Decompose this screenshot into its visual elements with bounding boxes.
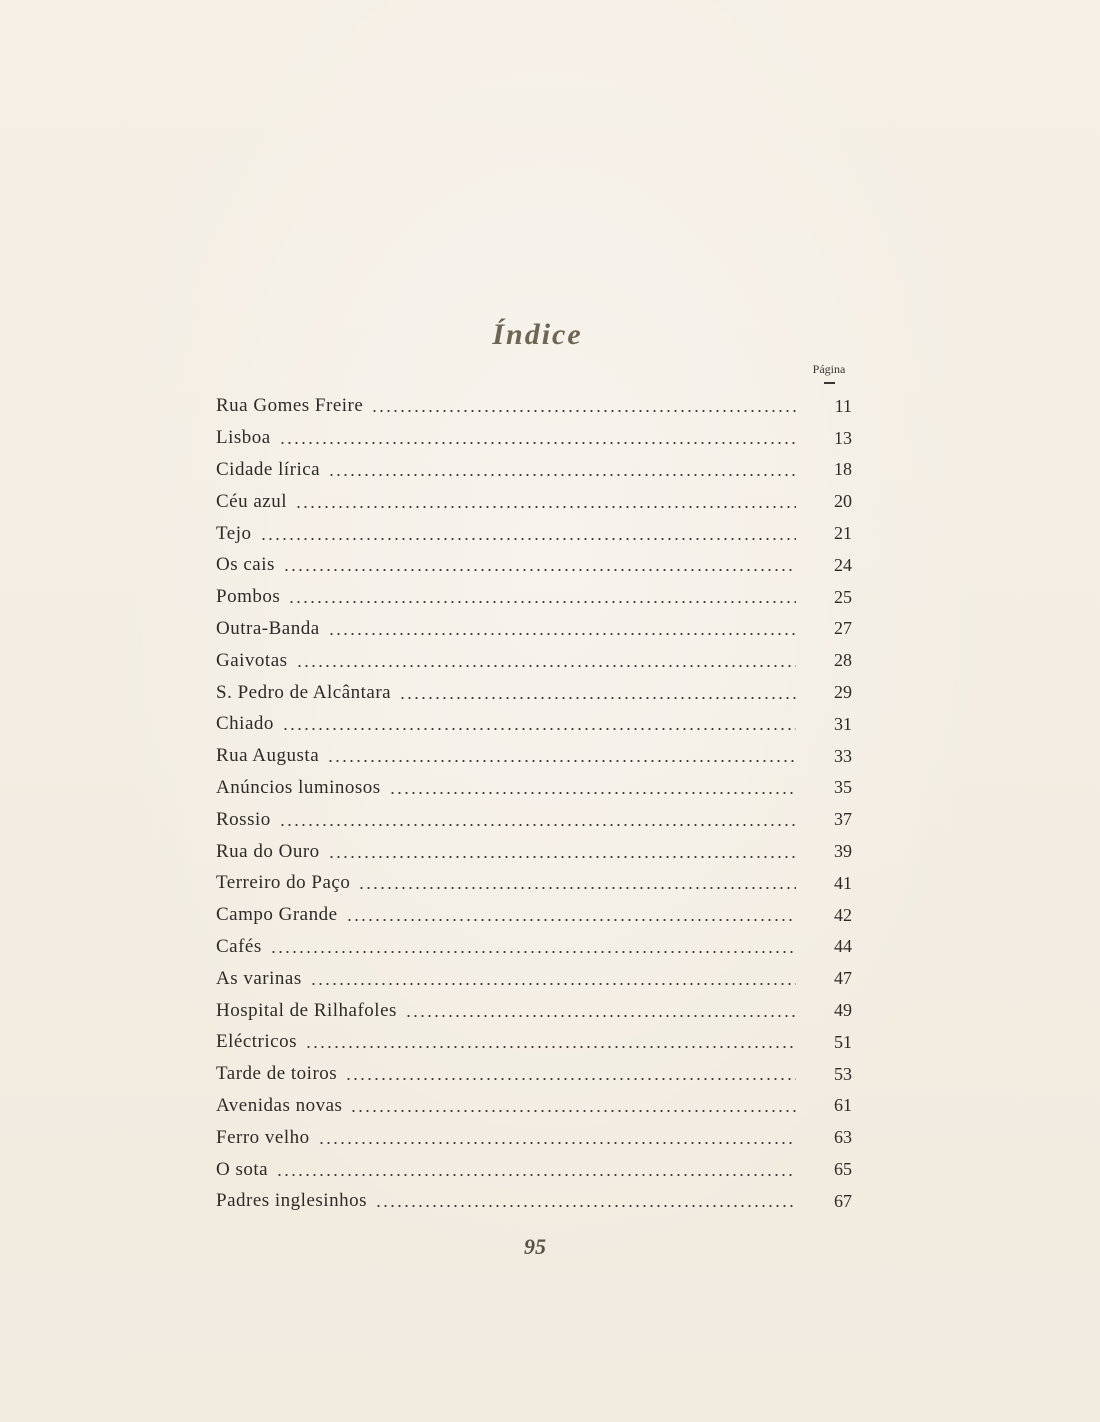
toc-entry-page: 27 (834, 618, 852, 639)
toc-entry-page: 33 (834, 745, 852, 766)
toc-leader-dots (282, 714, 796, 733)
toc-entry-title: S. Pedro de Alcântara (216, 681, 392, 703)
toc-leader-dots (305, 1032, 796, 1051)
toc-leader-dots (345, 1064, 796, 1083)
toc-entry-title: Tejo (216, 522, 252, 544)
toc-entry-title: Eléctricos (216, 1031, 297, 1053)
toc-leader-dots (350, 1096, 796, 1115)
toc-entry (216, 931, 876, 963)
toc-entry (216, 1090, 876, 1122)
toc-entry-title: Campo Grande (216, 904, 338, 926)
toc-leader-dots (389, 778, 796, 797)
toc-entry-page: 61 (834, 1095, 852, 1116)
toc-leader-dots (310, 969, 796, 988)
toc-entry-title: O sota (216, 1158, 269, 1180)
toc-leader-dots (405, 1001, 796, 1020)
toc-entry-page: 51 (834, 1031, 852, 1052)
toc-entry-page: 11 (834, 395, 852, 416)
toc-leader-dots (296, 651, 796, 670)
toc-entry-page: 37 (834, 809, 852, 830)
toc-entry-page: 67 (834, 1190, 852, 1211)
toc-entry-page: 39 (834, 841, 852, 862)
page-column-header (790, 362, 868, 384)
page-column-header-rule (824, 382, 835, 384)
toc-entry (216, 994, 876, 1026)
toc-leader-dots (399, 683, 796, 702)
toc-entry-page: 31 (834, 713, 852, 734)
toc-entry-title: Tarde de toiros (216, 1063, 338, 1085)
toc-entry (216, 835, 876, 867)
toc-leader-dots (327, 746, 796, 765)
toc-leader-dots (328, 842, 796, 861)
toc-entry (216, 454, 876, 486)
toc-entry-title: Os cais (216, 554, 275, 576)
toc-entry (216, 422, 876, 454)
toc-entry-title: Avenidas novas (216, 1094, 343, 1116)
toc-entry-page: 49 (834, 1000, 852, 1021)
toc-entry (216, 517, 876, 549)
toc-entry (216, 390, 876, 422)
toc-entry (216, 644, 876, 676)
toc-entry-title: Terreiro do Paço (216, 872, 351, 894)
toc-entry-title: Pombos (216, 586, 281, 608)
toc-entry-title: Gaivotas (216, 649, 288, 671)
toc-entry-page: 25 (834, 586, 852, 607)
toc-leader-dots (288, 587, 796, 606)
toc-entry-title: Outra-Banda (216, 617, 320, 639)
toc-entry-page: 13 (834, 427, 852, 448)
toc-entry-page: 53 (834, 1063, 852, 1084)
toc-leader-dots (318, 1128, 796, 1147)
toc-entry-title: Céu azul (216, 490, 288, 512)
toc-entry-page: 47 (834, 968, 852, 989)
toc-entry-page: 41 (834, 872, 852, 893)
table-of-contents (216, 390, 876, 1217)
toc-entry-title: Rua Gomes Freire (216, 395, 364, 417)
toc-entry-title: As varinas (216, 967, 302, 989)
toc-entry-page: 29 (834, 682, 852, 703)
toc-entry-page: 42 (834, 904, 852, 925)
toc-entry-page: 24 (834, 554, 852, 575)
toc-entry-title: Ferro velho (216, 1126, 310, 1148)
toc-entry (216, 1121, 876, 1153)
toc-entry (216, 1058, 876, 1090)
toc-leader-dots (279, 428, 796, 447)
toc-entry-page: 18 (834, 459, 852, 480)
toc-entry (216, 613, 876, 645)
toc-entry (216, 708, 876, 740)
toc-leader-dots (283, 555, 796, 574)
toc-entry-title: Chiado (216, 713, 274, 735)
toc-entry (216, 549, 876, 581)
toc-entry-page: 44 (834, 936, 852, 957)
toc-entry (216, 581, 876, 613)
toc-entry (216, 803, 876, 835)
toc-entry-page: 21 (834, 523, 852, 544)
toc-entry (216, 1153, 876, 1185)
toc-leader-dots (328, 619, 796, 638)
page-number: 95 (524, 1234, 546, 1259)
page-column-header-label: Página (812, 362, 846, 376)
toc-entry (216, 1026, 876, 1058)
toc-entry (216, 740, 876, 772)
toc-leader-dots (260, 524, 797, 543)
toc-entry-title: Cafés (216, 935, 262, 957)
toc-entry (216, 676, 876, 708)
toc-entry-title: Padres inglesinhos (216, 1190, 367, 1212)
toc-entry (216, 899, 876, 931)
toc-entry-title: Rua do Ouro (216, 840, 320, 862)
toc-leader-dots (270, 937, 796, 956)
toc-leader-dots (328, 460, 796, 479)
page-title: Índice (492, 318, 583, 351)
toc-entry-title: Hospital de Rilhafoles (216, 999, 397, 1021)
toc-entry-title: Rua Augusta (216, 745, 320, 767)
toc-entry-title: Rossio (216, 808, 271, 830)
toc-entry (216, 485, 876, 517)
toc-entry-title: Lisboa (216, 427, 271, 449)
toc-entry-page: 63 (834, 1127, 852, 1148)
toc-leader-dots (371, 396, 796, 415)
toc-leader-dots (346, 905, 796, 924)
toc-leader-dots (295, 492, 796, 511)
toc-entry-title: Anúncios luminosos (216, 776, 381, 798)
toc-entry-page: 65 (834, 1159, 852, 1180)
toc-entry (216, 867, 876, 899)
toc-leader-dots (358, 873, 796, 892)
toc-entry (216, 772, 876, 804)
toc-leader-dots (276, 1160, 796, 1179)
toc-entry (216, 1185, 876, 1217)
toc-entry-page: 35 (834, 777, 852, 798)
toc-entry-title: Cidade lírica (216, 458, 321, 480)
toc-leader-dots (279, 810, 796, 829)
toc-leader-dots (375, 1191, 796, 1210)
toc-entry (216, 962, 876, 994)
toc-entry-page: 20 (834, 491, 852, 512)
toc-entry-page: 28 (834, 650, 852, 671)
